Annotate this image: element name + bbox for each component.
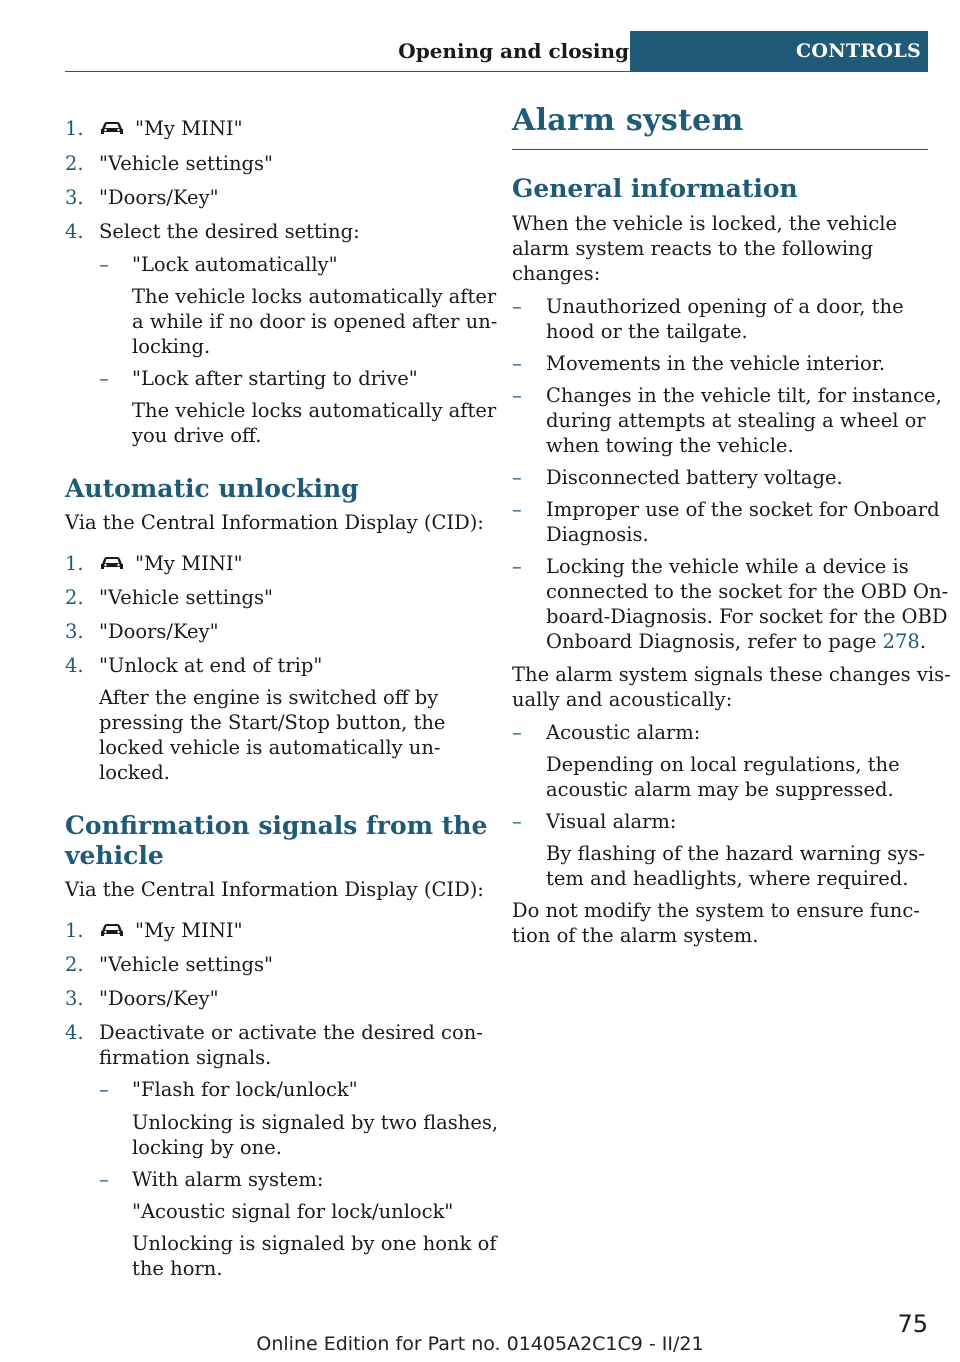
list-item: Unauthorized opening of a door, the (546, 295, 904, 318)
list-item (546, 629, 926, 654)
alarm-type-desc: tem and headlights, where required. (546, 867, 909, 890)
step-number: 4. (65, 654, 84, 677)
section-heading: vehicle (65, 841, 164, 870)
step-desc: locked. (99, 761, 170, 784)
list-item: Movements in the vehicle interior. (546, 352, 886, 375)
step-number: 4. (65, 1021, 84, 1044)
alarm-type-label: Visual alarm: (546, 810, 677, 833)
car-icon (99, 921, 125, 939)
option-label: With alarm system: (132, 1168, 324, 1191)
alarm-type-desc: Depending on local regulations, the (546, 753, 900, 776)
option-desc: The vehicle locks automatically after (132, 399, 497, 422)
body-text: ually and acoustically: (512, 688, 733, 711)
section-heading: General information (512, 174, 798, 203)
step-text: "Unlock at end of trip" (99, 654, 323, 677)
list-item: board-Diagnosis. For socket for the OBD (546, 605, 948, 628)
option-desc: locking by one. (132, 1136, 282, 1159)
step-number: 1. (65, 552, 84, 575)
list-item: Locking the vehicle while a device is (546, 555, 909, 578)
alarm-type-desc: acoustic alarm may be suppressed. (546, 778, 894, 801)
intro-text: Via the Central Information Display (CID): (65, 878, 484, 901)
step-number: 2. (65, 586, 84, 609)
alarm-type-label: Acoustic alarm: (546, 721, 701, 744)
step-label: "My MINI" (135, 919, 243, 942)
list-item: hood or the tailgate. (546, 320, 748, 343)
page-header (65, 31, 928, 72)
list-item: Disconnected battery voltage. (546, 466, 843, 489)
step-number: 3. (65, 186, 84, 209)
step-text: "Doors/Key" (99, 620, 219, 643)
step-text: "Vehicle settings" (99, 152, 273, 175)
step-text: "Vehicle settings" (99, 586, 273, 609)
option-label: "Lock after starting to drive" (132, 367, 418, 390)
section-tab: CONTROLS (630, 31, 928, 71)
page-number: 75 (897, 1310, 928, 1338)
step-label: "My MINI" (135, 552, 243, 575)
dash-bullet: – (512, 466, 522, 489)
list-item: during attempts at stealing a wheel or (546, 409, 926, 432)
intro-text: Via the Central Information Display (CID): (65, 511, 484, 534)
step-text (99, 918, 243, 943)
title-rule (512, 149, 928, 150)
step-label: "My MINI" (135, 117, 243, 140)
option-desc: a while if no door is opened after un- (132, 310, 498, 333)
dash-bullet: – (512, 498, 522, 521)
step-text: "Doors/Key" (99, 987, 219, 1010)
list-item: Diagnosis. (546, 523, 649, 546)
intro-text: When the vehicle is locked, the vehicle (512, 212, 898, 235)
step-desc: After the engine is switched off by (99, 686, 439, 709)
alarm-type-desc: By flashing of the hazard warning sys- (546, 842, 925, 865)
intro-text: changes: (512, 262, 601, 285)
body-text: tion of the alarm system. (512, 924, 759, 947)
list-item: Changes in the vehicle tilt, for instance, (546, 384, 942, 407)
chapter-title: Opening and closing (398, 39, 629, 63)
step-text: "Vehicle settings" (99, 953, 273, 976)
step-text: "Doors/Key" (99, 186, 219, 209)
option-label: "Flash for lock/unlock" (132, 1078, 358, 1101)
step-text (99, 551, 243, 576)
step-desc: pressing the Start/Stop button, the (99, 711, 446, 734)
step-number: 3. (65, 620, 84, 643)
step-number: 2. (65, 152, 84, 175)
step-number: 1. (65, 117, 84, 140)
dash-bullet: – (99, 1078, 109, 1101)
step-number: 2. (65, 953, 84, 976)
step-text: Deactivate or activate the desired con- (99, 1021, 483, 1044)
list-item: Improper use of the socket for Onboard (546, 498, 940, 521)
intro-text: alarm system reacts to the following (512, 237, 874, 260)
punctuation: . (919, 630, 927, 653)
step-text: Select the desired setting: (99, 220, 360, 243)
body-text: The alarm system signals these changes vis- (512, 663, 951, 686)
option-desc: The vehicle locks automatically after (132, 285, 497, 308)
dash-bullet: – (99, 253, 109, 276)
page-reference-link[interactable]: 278 (882, 630, 920, 653)
dash-bullet: – (512, 555, 522, 578)
option-desc: Unlocking is signaled by one honk of (132, 1232, 497, 1255)
step-desc: locked vehicle is automatically un- (99, 736, 441, 759)
dash-bullet: – (512, 352, 522, 375)
dash-bullet: – (99, 367, 109, 390)
dash-bullet: – (512, 295, 522, 318)
option-desc: locking. (132, 335, 211, 358)
step-number: 4. (65, 220, 84, 243)
car-icon (99, 554, 125, 572)
footer-edition: Online Edition for Part no. 01405A2C1C9 - II/21 (256, 1333, 704, 1355)
step-text (99, 116, 243, 141)
option-desc: the horn. (132, 1257, 223, 1280)
list-item: connected to the socket for the OBD On- (546, 580, 949, 603)
page-title: Alarm system (512, 103, 744, 138)
option-desc: you drive off. (132, 424, 262, 447)
car-icon (99, 119, 125, 137)
dash-bullet: – (512, 810, 522, 833)
option-desc: "Acoustic signal for lock/unlock" (132, 1200, 454, 1223)
section-heading: Confirmation signals from the (65, 811, 488, 840)
dash-bullet: – (99, 1168, 109, 1191)
dash-bullet: – (512, 384, 522, 407)
step-number: 3. (65, 987, 84, 1010)
dash-bullet: – (512, 721, 522, 744)
list-item: when towing the vehicle. (546, 434, 794, 457)
body-text: Do not modify the system to ensure func- (512, 899, 920, 922)
option-label: "Lock automatically" (132, 253, 338, 276)
list-item-text: Onboard Diagnosis, refer to page (546, 630, 883, 653)
option-desc: Unlocking is signaled by two flashes, (132, 1111, 499, 1134)
step-text: firmation signals. (99, 1046, 272, 1069)
section-heading: Automatic unlocking (65, 474, 359, 503)
step-number: 1. (65, 919, 84, 942)
